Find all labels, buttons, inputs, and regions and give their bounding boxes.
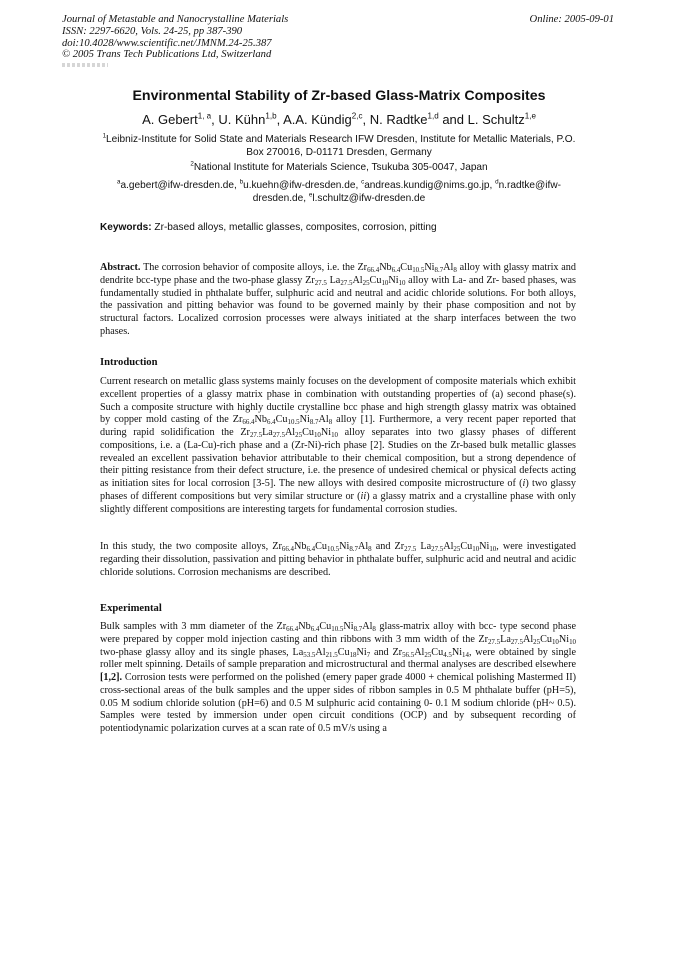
formula-element: $Zr_{27.5}$ [240, 427, 263, 439]
formula-subscript: 10 [472, 545, 480, 553]
abstract-label: Abstract. [100, 262, 141, 273]
formula-element: $Nb_{6.4}$ [298, 621, 320, 633]
formula-element: $Cu_{18}$ [337, 646, 357, 659]
introduction-heading: Introduction [100, 357, 158, 368]
formula-subscript: 21.5 [325, 651, 338, 659]
formula-subscript: 56.5 [402, 651, 415, 659]
journal-line: doi:10.4028/www.scientific.net/JMNM.24-25.387 [62, 37, 272, 49]
formula-subscript: 27.5 [404, 545, 417, 553]
formula-subscript: 10 [551, 638, 559, 646]
affiliation-text: Leibniz-Institute for Solid State and Materials Research IFW Dresden, Institute for Metallic Materials, P.O. Box 270016, D-01171 Dresden, Germany [106, 134, 576, 158]
email-mark: c [361, 178, 365, 186]
formula-element: $Cu_{10}$ [302, 427, 321, 439]
italic-text: ii [360, 490, 367, 502]
formula-element: $Al_8$ [362, 621, 376, 633]
formula-element: $Zr_{27.5}$ [478, 633, 501, 646]
formula-element: $Ni_{8.7}$ [339, 541, 358, 553]
email-address[interactable]: $^b$u.kuehn@ifw-dresden.de [239, 178, 356, 191]
author-affiliation-mark: 2,c [351, 111, 363, 121]
formula-element: $Ni_{10}$ [479, 541, 497, 553]
formula-element: $La_{53.5}$ [292, 646, 316, 659]
formula-subscript: 25 [424, 651, 432, 659]
formula-element: $La_{27.5}$ [329, 274, 353, 287]
formula-subscript: 8.7 [349, 545, 358, 553]
formula-subscript: 10 [381, 279, 389, 287]
formula-element: $Zr_{56.5}$ [392, 646, 415, 659]
email-mark: e [308, 191, 313, 199]
formula-element: $Zr_{27.5}$ [305, 274, 327, 287]
formula-subscript: 6.4 [310, 625, 320, 633]
experimental-body: Bulk samples with 3 mm diameter of the $Zr_{66.4}Nb_{6.4}Cu_{10.5}Ni_{8.7}Al_8$ glass-matrix alloy with bcc- type second phase were prepared by copper mold injection casting and thin ribbons with 3 mm width of the $Zr_{27.5}La_{27.5}Al_{25}Cu_{10}Ni_{10}$ two-phase glassy alloy and its single phases, $La_{53.5}Al_{21.5}Cu_{18}Ni_7$ and $Zr_{56.5}Al_{25}Cu_{4.5}Ni_{14}$, were obtained by single roller melt spinning. Details of sample preparation and microstructural and thermal analyses are described elsewhere [1,2]. Corrosion tests were performed on the polished (emery paper grade 4000 + chemical polishing Mastermed II) cross-sectional areas of the bulk samples and the upper sides of ribbon samples in 0.5 M phthalate buffer (pH=5), 0.05 M sodium chloride solution (pH=6) and 0.5 M sulphuric acid containing 0- 0.1 M sodium chloride (pH~ 0.5). Samples were tested by immersion under open circuit conditions (OCP) and by subsequent recording of potentiodynamic polarization curves at a scan rate of 0.5 mV/s using a [100, 621, 576, 734]
formula-subscript: 53.5 [303, 651, 316, 659]
formula-element: $Cu_{10}$ [460, 541, 480, 553]
formula-subscript: 66.4 [286, 625, 299, 633]
formula-element: $Ni_{8.7}$ [299, 414, 319, 427]
formula-subscript: 10 [398, 279, 406, 287]
formula-subscript: 8.7 [434, 266, 444, 274]
formula-element: $Cu_{10}$ [540, 633, 559, 646]
author-list: A. Gebert$^{1, a}$, U. Kühn$^{1,b}$, A.A. Kündig$^{2,c}$, N. Radtke$^{1,d}$ and L. Schultz$^{1,e}$ [142, 111, 536, 127]
formula-subscript: 66.4 [367, 266, 380, 274]
formula-element: $Cu_{10.5}$ [400, 262, 425, 274]
author-name: A. Gebert$^{1, a}$ [142, 111, 212, 127]
formula-element: $Nb_{6.4}$ [294, 541, 316, 553]
formula-element: $Ni_{10}$ [558, 633, 576, 646]
formula-subscript: 27.5 [510, 638, 523, 646]
formula-subscript: 8 [328, 419, 333, 427]
formula-subscript: 6.4 [306, 545, 316, 553]
formula-subscript: 66.4 [281, 545, 294, 553]
journal-info [62, 14, 482, 61]
journal-line: ISSN: 2297-6620, Vols. 24-25, pp 387-390 [62, 25, 243, 37]
formula-element: $Al_{25}$ [352, 274, 370, 287]
affiliation-mark: 1 [102, 132, 107, 140]
formula-element: $Zr_{66.4}$ [276, 621, 299, 633]
formula-subscript: 25 [295, 431, 303, 439]
formula-element: $Cu_{10.5}$ [275, 414, 300, 427]
formula-element: $Al_8$ [443, 262, 457, 274]
formula-element: $Al_{25}$ [414, 646, 432, 659]
reference-bold: [1,2]. [100, 672, 123, 683]
abstract-body: The corrosion behavior of composite alloys, i.e. the $Zr_{66.4}Nb_{6.4}Cu_{10.5}Ni_{8.7}Al_8$ alloy with glassy matrix and dendrite bcc-type phase and the two-phase glassy $Zr_{27.5}$ $La_{27.5}Al_{25}Cu_{10}Ni_{10}$ alloy with La- and Zr- based phases, was fundamentally studied in phthalate buffer, sulphuric acid and neutral and acidic chloride solutions. For both alloys, the passivation and pitting behavior was found to be governed mainly by their phase composition and not by structural factors. Localized corrosion processes were always initiated at the sharp interfaces between the two phases. [100, 262, 577, 337]
formula-element: $Zr_{27.5}$ [394, 541, 417, 553]
formula-element: $La_{27.5}$ [262, 427, 285, 439]
formula-subscript: 10.5 [331, 625, 344, 633]
formula-subscript: 27.5 [487, 638, 501, 646]
formula-element: $Nb_{6.4}$ [254, 414, 276, 427]
author-emails: $^a$a.gebert@ifw-dresden.de, $^b$u.kuehn@ifw-dresden.de, $^c$andreas.kundig@nims.go.jp, $^d$n.radtke@ifw-dresden.de, $^e$l.schultz@ifw-dresden.de [117, 178, 561, 204]
formula-subscript: 7 [366, 651, 371, 659]
formula-element: $Ni_{14}$ [451, 646, 469, 659]
introduction-body: Current research on metallic glass systems mainly focuses on the development of composite materials which exhibit excellent properties of a glassy matrix phase in combination with outstanding properties of (a) second phase(s). Such a composite structure with highly ductile crystalline bcc phase and high strength glassy matrix was obtained by copper mold casting of the $Zr_{66.4}Nb_{6.4}Cu_{10.5}Ni_{8.7}Al_8$ alloy [1]. Furthermore, a very recent paper reported that during rapid solidification the $Zr_{27.5}La_{27.5}Al_{25}Cu_{10}Ni_{10}$ alloy separates into two glassy phases of different compositions, i.e. a (La-Cu)-rich phase and a (Zr-Ni)-rich phase [2]. Studies on the Zr-based bulk metallic glasses revealed an excellent passivation behavior attributable to their chemical composition, but a strong dependence of their pitting resistance from their defect structure, i.e. the presence of undesired chemical or physical defects acting as initiation sites for local corrosion [3-5]. The new alloys with desired composite microstructure of (i) two glassy phases of different compositions but very similar structure or (ii) a glassy matrix and a crystalline phase with only slightly different compositions are interesting targets for fundamental corrosion studies. [100, 376, 576, 515]
formula-element: $Nb_{6.4}$ [379, 262, 401, 274]
email-mark: a [117, 178, 121, 186]
email-mark: d [495, 178, 499, 186]
formula-element: $Al_8$ [318, 414, 333, 427]
keywords-label: Keywords: [100, 222, 152, 233]
formula-element: $Ni_{8.7}$ [343, 621, 363, 633]
formula-element: $Zr_{66.4}$ [272, 541, 294, 553]
formula-element: $Cu_{4.5}$ [431, 646, 452, 659]
formula-element: $Al_{25}$ [443, 541, 461, 553]
formula-element: $Al_8$ [357, 541, 372, 553]
formula-subscript: 10.5 [287, 419, 300, 427]
formula-subscript: 6.4 [266, 419, 276, 427]
online-date: Online: 2005-09-01 [529, 14, 614, 25]
formula-subscript: 6.4 [391, 266, 401, 274]
affiliation-mark: 2 [190, 160, 194, 168]
formula-subscript: 10.5 [327, 545, 340, 553]
formula-subscript: 27.5 [431, 545, 444, 553]
formula-element: $Cu_{10.5}$ [319, 621, 344, 633]
formula-subscript: 27.5 [249, 431, 263, 439]
author-name: U. Kühn$^{1,b}$ [218, 111, 277, 127]
keywords-text: Zr-based alloys, metallic glasses, composites, corrosion, pitting [154, 222, 437, 233]
formula-subscript: 10 [569, 638, 576, 646]
formula-subscript: 8.7 [309, 419, 319, 427]
author-affiliation-mark: 1,e [524, 111, 536, 121]
header-smudge [62, 63, 108, 67]
formula-element: $Al_{25}$ [522, 633, 541, 646]
formula-subscript: 27.5 [314, 279, 327, 287]
formula-element: $Al_{21.5}$ [315, 646, 338, 659]
paper-title: Environmental Stability of Zr-based Glass-Matrix Composites [132, 88, 546, 104]
formula-subscript: 4.5 [443, 651, 452, 659]
formula-subscript: 27.5 [272, 431, 285, 439]
formula-element: $Cu_{10}$ [369, 274, 389, 287]
formula-element: $Ni_7$ [356, 646, 371, 659]
author-name: N. Radtke$^{1,d}$ [369, 111, 439, 127]
formula-element: $Zr_{66.4}$ [357, 262, 380, 274]
email-address[interactable]: $^c$andreas.kundig@nims.go.jp [361, 178, 490, 191]
author-affiliation-mark: 1,d [427, 111, 439, 121]
affiliation-1 [100, 134, 578, 159]
formula-subscript: 8 [368, 545, 372, 553]
formula-element: $La_{27.5}$ [500, 633, 523, 646]
email-address[interactable]: $^a$a.gebert@ifw-dresden.de [117, 178, 234, 191]
affiliation-text: National Institute for Materials Science, Tsukuba 305-0047, Japan [193, 162, 488, 173]
formula-subscript: 25 [533, 638, 541, 646]
formula-element: $Al_{25}$ [284, 427, 303, 439]
author-affiliation-mark: 1, a [197, 111, 212, 121]
formula-subscript: 8 [372, 625, 376, 633]
affiliation-2 [100, 162, 578, 175]
email-address[interactable]: $^d$n.radtke@ifw-dresden.de [252, 178, 561, 204]
formula-subscript: 27.5 [340, 279, 353, 287]
formula-subscript: 10 [331, 431, 338, 439]
italic-text: i [522, 478, 526, 489]
email-mark: b [239, 178, 244, 186]
journal-line: Journal of Metastable and Nanocrystalline Materials [62, 14, 289, 25]
formula-subscript: 10.5 [412, 266, 425, 274]
introduction-body-2: In this study, the two composite alloys, $Zr_{66.4}Nb_{6.4}Cu_{10.5}Ni_{8.7}Al_8$ and $Zr_{27.5}$ $La_{27.5}Al_{25}Cu_{10}Ni_{10}$, were investigated regarding their dissolution, passivation and pitting behavior in phthalate buffer, sulphuric acid and neutral and acidic chloride solutions. Corrosion mechanisms are described. [100, 541, 577, 578]
journal-line: © 2005 Trans Tech Publications Ltd, Switzerland [62, 49, 272, 61]
formula-subscript: 10 [313, 431, 321, 439]
keywords [100, 222, 437, 233]
formula-subscript: 18 [349, 651, 357, 659]
abstract [100, 262, 576, 339]
formula-subscript: 66.4 [242, 419, 255, 427]
formula-element: $La_{27.5}$ [420, 541, 444, 553]
formula-subscript: 8.7 [353, 625, 363, 633]
formula-subscript: 8 [453, 266, 457, 274]
formula-subscript: 14 [462, 651, 469, 659]
formula-subscript: 10 [489, 545, 497, 553]
formula-element: $Zr_{66.4}$ [232, 414, 255, 427]
formula-subscript: 25 [453, 545, 461, 553]
author-name: L. Schultz$^{1,e}$ [467, 111, 536, 127]
email-address[interactable]: $^e$l.schultz@ifw-dresden.de [308, 191, 426, 204]
experimental-heading: Experimental [100, 603, 162, 614]
author-affiliation-mark: 1,b [265, 111, 277, 121]
formula-element: $Ni_{8.7}$ [424, 262, 444, 274]
formula-element: $Cu_{10.5}$ [315, 541, 340, 553]
author-name: A.A. Kündig$^{2,c}$ [283, 111, 363, 127]
formula-element: $Ni_{10}$ [388, 274, 406, 287]
formula-subscript: 25 [362, 279, 370, 287]
formula-element: $Ni_{10}$ [320, 427, 338, 439]
